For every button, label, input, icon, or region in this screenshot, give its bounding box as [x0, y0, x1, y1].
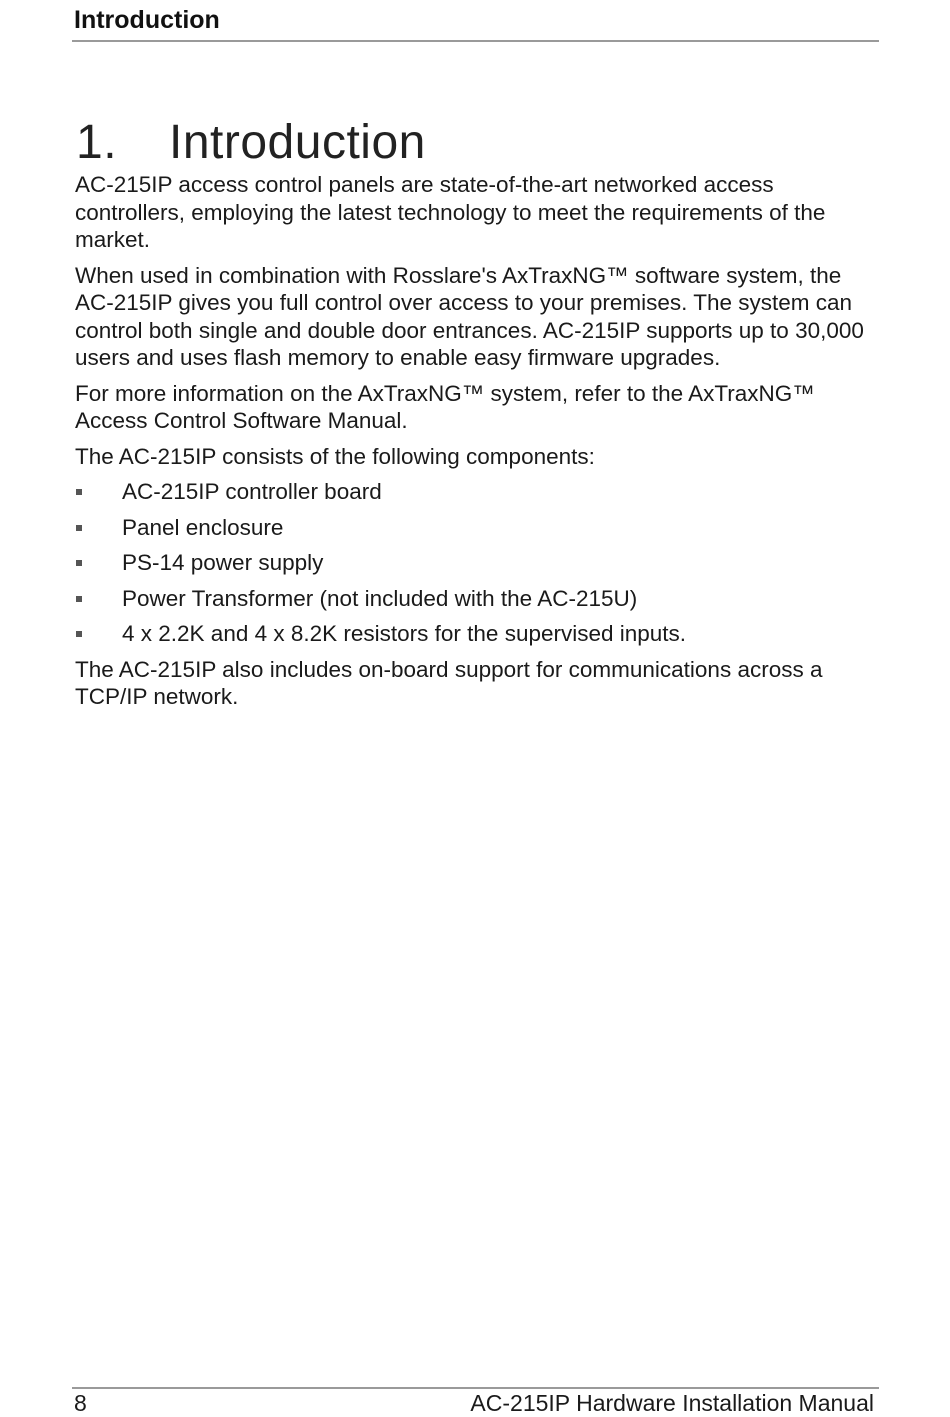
list-item-text: Panel enclosure [122, 514, 284, 540]
list-item [75, 478, 875, 506]
paragraph-components-intro: The AC-215IP consists of the following components: [75, 443, 595, 469]
footer-divider [72, 1387, 879, 1389]
square-bullet-icon [76, 631, 82, 637]
body-text [75, 171, 875, 719]
manual-title: AC-215IP Hardware Installation Manual [470, 1390, 874, 1416]
list-item-text: 4 x 2.2K and 4 x 8.2K resistors for the supervised inputs. [122, 621, 687, 646]
list-item-text: AC-215IP controller board [122, 479, 382, 504]
list-item-text: PS-14 power supply [122, 550, 324, 575]
square-bullet-icon [76, 489, 82, 495]
list-item [75, 514, 875, 542]
square-bullet-icon [76, 525, 82, 531]
paragraph-axtrax-combination: When used in combination with Rosslare's AxTraxNG™ software system, the AC-215IP gives you full control over access to your premises. The system can control both single and double door entrances. AC-215IP supports up to 30,000 users and uses flash memory to enable easy firmware upgrades. [75, 262, 864, 370]
chapter-title: Introduction [169, 116, 426, 170]
header-divider [72, 40, 879, 42]
paragraph-more-info: For more information on the AxTraxNG™ system, refer to the AxTraxNG™ Access Control Software Manual. [75, 380, 815, 433]
paragraph-overview: AC-215IP access control panels are state-of-the-art networked access controllers, employing the latest technology to meet the requirements of the market. [75, 172, 826, 252]
square-bullet-icon [76, 596, 82, 602]
chapter-number: 1. [76, 116, 118, 170]
page-number: 8 [74, 1390, 87, 1416]
square-bullet-icon [76, 560, 82, 566]
paragraph-tcpip-support: The AC-215IP also includes on-board support for communications across a TCP/IP network. [75, 656, 823, 709]
chapter-heading [76, 115, 426, 170]
list-item [75, 620, 875, 648]
list-item-text: Power Transformer (not included with the AC-215U) [122, 585, 638, 611]
running-header: Introduction [74, 6, 220, 34]
list-item [75, 549, 875, 577]
list-item [75, 585, 875, 613]
components-list [75, 478, 875, 648]
